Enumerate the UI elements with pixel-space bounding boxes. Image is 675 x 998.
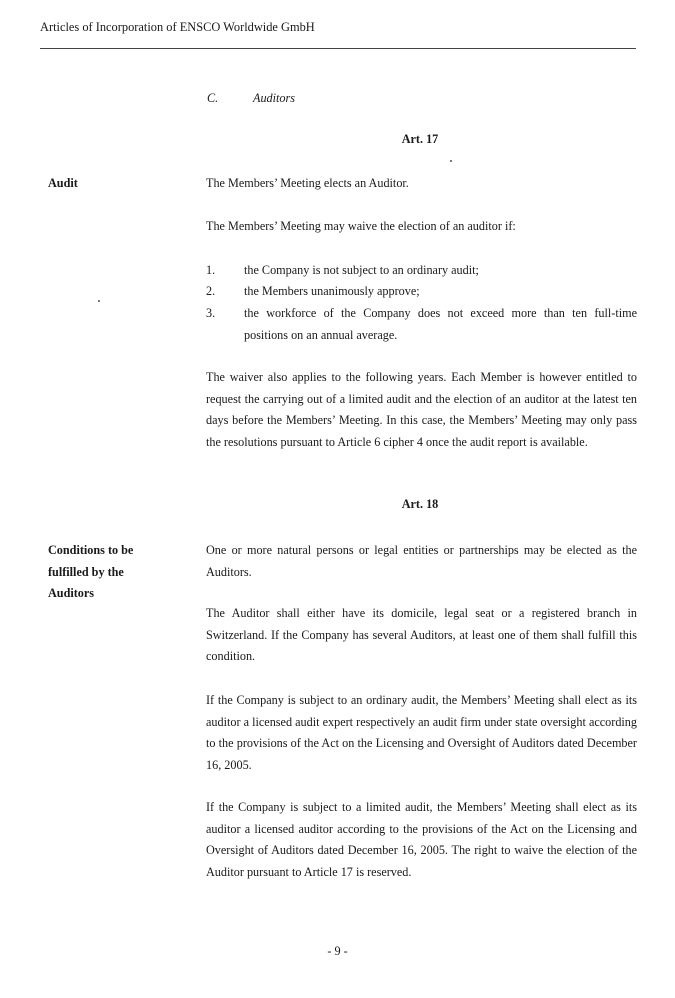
article-18-paragraph-1: One or more natural persons or legal entities or partnerships may be elected as the Auditors.: [206, 543, 637, 579]
article-17-heading: Art. 17: [401, 132, 439, 146]
article-18-paragraph-4: If the Company is subject to a limited audit, the Members’ Meeting shall elect as its auditor a licensed auditor according to the provisions of the Act on the Licensing and Oversight of Auditors dated December 16, 2005. The right to waive the election of the Auditor pursuant to Article 17 is reserved.: [206, 800, 637, 879]
article-17-paragraph-1: The Members’ Meeting elects an Auditor.: [206, 176, 409, 190]
scan-speck: [98, 300, 100, 302]
article-18-paragraph-3: If the Company is subject to an ordinary audit, the Members’ Meeting shall elect as its auditor a licensed audit expert respectively an audit firm under state oversight according to the provisions of the Act on the Licensing and Oversight of Auditors dated December 16, 2005.: [206, 693, 637, 772]
list-item-number: 1.: [206, 263, 216, 277]
section-title: Auditors: [253, 91, 295, 105]
list-item-text: the workforce of the Company does not exceed more than ten full-time positions on an annual average.: [244, 306, 637, 342]
article-17-margin-title: Audit: [48, 176, 78, 190]
page-number: - 9 -: [327, 944, 348, 958]
scan-speck: [450, 160, 452, 162]
header-divider: [40, 48, 636, 49]
list-item-text: the Company is not subject to an ordinary audit;: [244, 263, 479, 277]
article-18-margin-title: Conditions to be fulfilled by the Auditors: [48, 543, 134, 600]
list-item-number: 3.: [206, 306, 216, 320]
article-18-paragraph-2: The Auditor shall either have its domicile, legal seat or a registered branch in Switzerland. If the Company has several Auditors, at least one of them shall fulfill this condition.: [206, 606, 637, 663]
article-17-paragraph-3: The waiver also applies to the following years. Each Member is however entitled to request the carrying out of a limited audit and the election of an auditor at the latest ten days before the Members’ Meeting. In this case, the Members’ Meeting may only pass the resolutions pursuant to Article 6 cipher 4 once the audit report is available.: [206, 370, 637, 449]
article-18-heading: Art. 18: [401, 497, 439, 511]
section-letter: C.: [207, 91, 219, 105]
list-item-number: 2.: [206, 284, 216, 298]
list-item-text: the Members unanimously approve;: [244, 284, 420, 298]
document-header: Articles of Incorporation of ENSCO Worldwide GmbH: [40, 20, 315, 34]
article-17-paragraph-2: The Members’ Meeting may waive the election of an auditor if:: [206, 219, 516, 233]
